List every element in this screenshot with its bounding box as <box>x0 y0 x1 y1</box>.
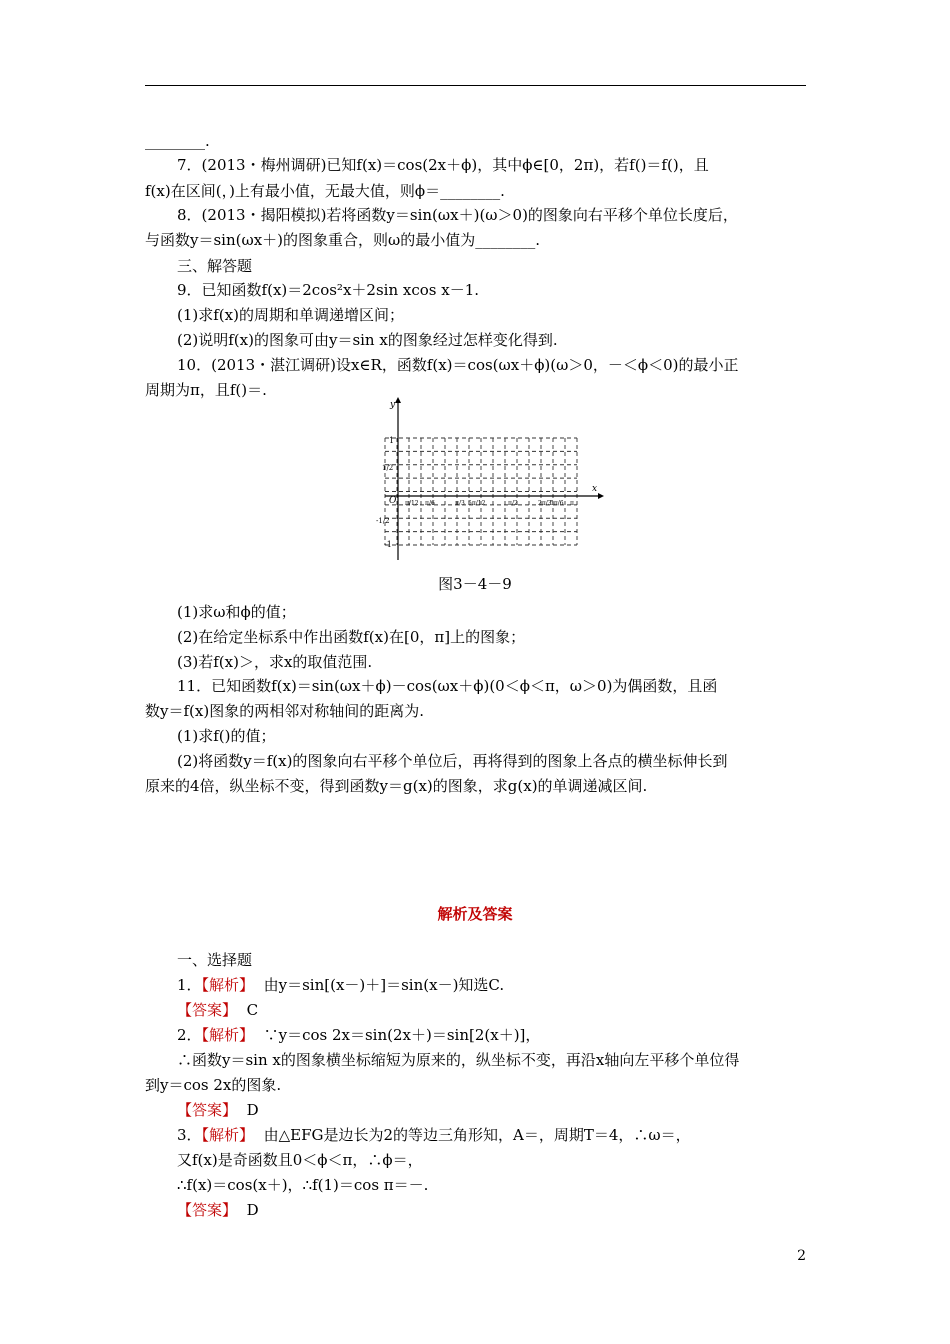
q7-line-1: 7．(2013・梅州调研)已知f(x)＝cos(2x＋ϕ)，其中ϕ∈[0，2π)，若f()＝f()，且 <box>177 156 709 174</box>
q6-blank-line: ________. <box>145 132 210 150</box>
analysis-tag: 【解析】 <box>201 976 255 994</box>
x-tick-label: π <box>570 500 574 507</box>
q8-line-1: 8．(2013・揭阳模拟)若将函数y＝sin(ωx＋)(ω＞0)的图象向右平移个单位长度后， <box>177 206 738 224</box>
x-tick-label: 5π/6 <box>550 500 564 507</box>
answer-2-analysis: ∵y＝cos 2x＝sin(2x＋)＝sin[2(x＋)]， <box>263 1026 541 1044</box>
q11-line-1: 11．已知函数f(x)＝sin(ωx＋ϕ)－cos(ωx＋ϕ)(0＜ϕ＜π，ω＞0)为偶函数，且函 <box>177 677 718 695</box>
answer-2-number: 2． <box>177 1026 202 1044</box>
q10-line-1: 10．(2013・湛江调研)设x∈R，函数f(x)＝cos(ωx＋ϕ)(ω＞0，－＜ϕ＜0)的最小正 <box>177 356 739 374</box>
q10-part-3: (3)若f(x)＞，求x的取值范围. <box>177 653 373 671</box>
q9-part-2: (2)说明f(x)的图象可由y＝sin x的图象经过怎样变化得到. <box>177 331 558 349</box>
answer-tag: 【答案】 <box>177 1001 238 1019</box>
y-axis-arrow <box>395 397 401 403</box>
answers-section-1: 一、选择题 <box>177 951 253 969</box>
q8-line-2: 与函数y＝sin(ωx＋)的图象重合，则ω的最小值为________. <box>145 231 541 249</box>
q11-part-1: (1)求f()的值； <box>177 727 276 745</box>
answer-tag: 【答案】 <box>177 1201 238 1219</box>
y-tick-1: 1 <box>389 436 395 445</box>
x-tick-label: π/2 <box>508 500 518 507</box>
answer-2-line-2: ∴函数y＝sin x的图象横坐标缩短为原来的，纵坐标不变，再沿x轴向左平移个单位得 <box>177 1051 740 1069</box>
dashed-grid <box>385 438 577 545</box>
page-number: 2 <box>797 1248 806 1264</box>
y-tick-half: 1/2 <box>382 464 394 472</box>
y-axis-label: y <box>390 400 396 410</box>
analysis-tag: 【解析】 <box>201 1126 255 1144</box>
answer-2-value: D <box>246 1101 259 1119</box>
answer-3-result <box>177 1200 259 1220</box>
answer-1-analysis: 由y＝sin[(x－)＋]＝sin(x－)知选C. <box>263 976 505 994</box>
q10-part-2: (2)在给定坐标系中作出函数f(x)在[0，π]上的图象； <box>177 628 526 646</box>
x-axis-label: x <box>592 484 598 494</box>
answer-1-result <box>177 1000 258 1020</box>
x-axis-arrow <box>598 493 604 499</box>
x-tick-label: π/12 <box>405 500 419 507</box>
answer-3-number: 3． <box>177 1126 202 1144</box>
q7-line-2: f(x)在区间(，)上有最小值，无最大值，则ϕ＝________. <box>145 182 505 200</box>
answer-2-line <box>177 1025 540 1045</box>
answer-2-line-3: 到y＝cos 2x的图象. <box>145 1076 282 1094</box>
answer-1-value: C <box>246 1001 259 1019</box>
answer-3-value: D <box>246 1201 259 1219</box>
answer-3-line <box>177 1125 691 1145</box>
q9-line: 9．已知函数f(x)＝2cos²x＋2sin xcos x－1. <box>177 281 480 299</box>
q9-part-1: (1)求f(x)的周期和单调递增区间； <box>177 306 404 324</box>
answer-3-analysis: 由△EFG是边长为2的等边三角形知，A＝，周期T＝4，∴ω＝， <box>263 1126 691 1144</box>
x-tick-label: π/6 <box>425 500 435 507</box>
answer-3-line-2: 又f(x)是奇函数且0＜ϕ＜π，∴ϕ＝， <box>177 1151 423 1169</box>
answer-2-result <box>177 1100 259 1120</box>
coordinate-grid-figure <box>360 395 610 565</box>
q11-part-2-line-2: 原来的4倍，纵坐标不变，得到函数y＝g(x)的图象，求g(x)的单调递减区间. <box>145 777 648 795</box>
answer-3-line-3: ∴f(x)＝cos(x＋)，∴f(1)＝cos π＝－. <box>177 1176 429 1194</box>
x-tick-label: 5π/12 <box>468 500 486 507</box>
answer-1-line <box>177 975 504 995</box>
q11-line-2: 数y＝f(x)图象的两相邻对称轴间的距离为. <box>145 702 424 720</box>
answer-tag: 【答案】 <box>177 1101 238 1119</box>
x-tick-label: π/3 <box>455 500 465 507</box>
figure-caption: 图3－4－9 <box>438 575 512 593</box>
origin-label: O <box>389 496 397 506</box>
y-tick-neg-1: -1 <box>384 540 392 549</box>
section-3-heading: 三、解答题 <box>177 257 253 275</box>
analysis-tag: 【解析】 <box>201 1026 255 1044</box>
q10-line-2: 周期为π，且f()＝. <box>145 381 267 399</box>
q10-part-1: (1)求ω和ϕ的值； <box>177 603 296 621</box>
answer-1-number: 1． <box>177 976 202 994</box>
header-rule <box>145 85 806 86</box>
x-tick-label: 2π/3 <box>538 500 552 507</box>
y-tick-neg-half: -1/2 <box>376 517 390 525</box>
answers-title: 解析及答案 <box>437 905 513 923</box>
q11-part-2-line-1: (2)将函数y＝f(x)的图象向右平移个单位后，再将得到的图象上各点的横坐标伸长到 <box>177 752 728 770</box>
